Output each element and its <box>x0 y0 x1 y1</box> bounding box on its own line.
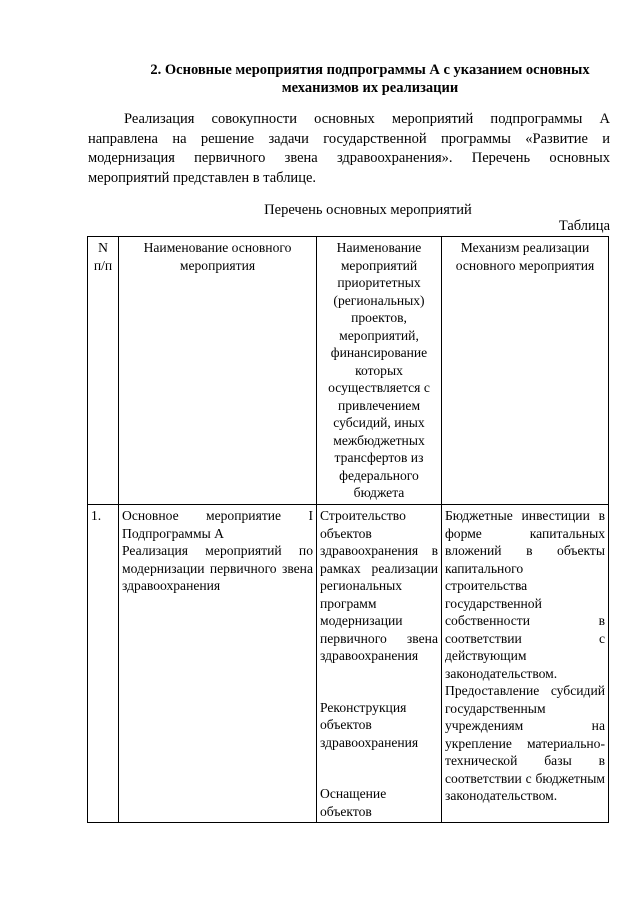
section-heading <box>130 61 610 97</box>
row-number: 1. <box>88 505 119 823</box>
section-heading-line-1: 2. Основные мероприятия подпрограммы А с указанием основных <box>150 62 590 78</box>
row-mechanism <box>442 505 609 823</box>
federal-item-reconstruction: Реконструкция объектов здравоохранения <box>320 699 419 750</box>
mechanism-item-subsidies: Предоставление субсидий государственным учреждениям на укрепление материально-технической базы в соответствии с бюджетным законодательством. <box>445 683 605 803</box>
table-caption: Перечень основных мероприятий <box>264 202 472 218</box>
federal-item-construction: Строительство объектов здравоохранения в рамках реализации региональных программ модернизации первичного звена здравоохранения <box>320 508 438 663</box>
federal-item-equipment: Оснащение объектов <box>320 786 387 819</box>
row-federal-measures <box>317 505 442 823</box>
mechanism-item-investments: Бюджетные инвестиции в форме капитальных вложений в объекты капитального строительства государственной собственности в соответствии с действующим законодательством. <box>445 508 605 681</box>
row-measure-name <box>119 505 317 823</box>
table-row <box>88 505 609 823</box>
section-heading-line-2: механизмов их реализации <box>281 80 459 96</box>
federal-spacer-1 <box>320 665 438 699</box>
measures-table <box>87 236 609 823</box>
header-mechanism: Механизм реализации основного мероприятия <box>442 237 609 505</box>
federal-spacer-2 <box>320 751 438 785</box>
table-label: Таблица <box>558 218 610 234</box>
measure-name-line-2: Реализация мероприятий по модернизации первичного звена здравоохранения <box>122 543 313 593</box>
intro-paragraph: Реализация совокупности основных мероприятий подпрограммы А направлена на решение задачи государственной программы «Развитие и модернизация первичного звена здравоохранения». Перечень основных мероприятий представлен в таблице. <box>88 111 610 186</box>
table-header-row <box>88 237 609 505</box>
measure-name-line-1: Основное мероприятие I Подпрограммы А <box>122 508 313 541</box>
header-federal-measures: Наименование мероприятий приоритетных (региональных) проектов, мероприятий, финансирование которых осуществляется с привлечением субсидий, иных межбюджетных трансфертов из федерального бюджета <box>317 237 442 505</box>
header-number: N п/п <box>88 237 119 505</box>
header-measure-name: Наименование основного мероприятия <box>119 237 317 505</box>
